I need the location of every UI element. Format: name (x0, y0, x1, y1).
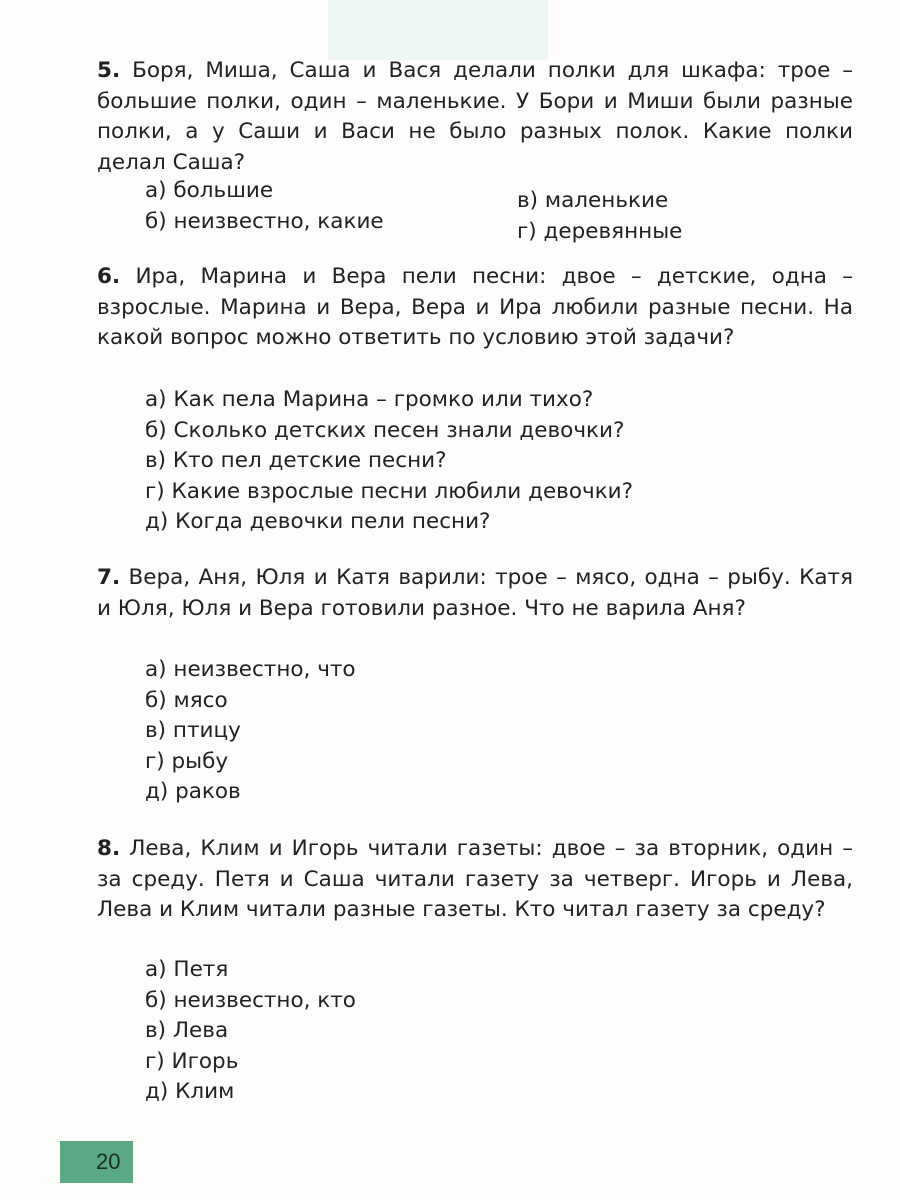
task-text: Вера, Аня, Юля и Катя варили: трое – мясо, одна – рыбу. Катя и Юля, Юля и Вера готовили разное. Что не варила Аня? (97, 565, 853, 621)
option: д) Когда девочки пели песни? (145, 509, 491, 535)
option: в) птицу (145, 718, 241, 744)
option: г) рыбу (145, 748, 229, 774)
top-tint-decoration (328, 0, 548, 60)
task-text: Лева, Клим и Игорь читали газеты: двое – за вторник, один – за среду. Петя и Саша читали газету за четверг. Игорь и Лева, Лева и Клим читали разные газеты. Кто читал газету за среду? (97, 836, 853, 922)
task-8 (97, 834, 853, 926)
task-number: 7. (97, 565, 121, 590)
option: г) деревянные (517, 218, 683, 244)
option: г) Игорь (145, 1048, 239, 1074)
task-5-options-left (145, 176, 384, 237)
option: б) Сколько детских песен знали девочки? (145, 417, 625, 443)
task-text: Боря, Миша, Саша и Вася делали полки для шкафа: трое – большие полки, один – маленькие. У Бори и Миши были разные полки, а у Саши и Васи не было разных полок. Какие полки делал Саша? (97, 58, 854, 175)
option: в) Кто пел детские песни? (145, 448, 447, 474)
task-number: 8. (97, 836, 121, 861)
task-6 (97, 262, 853, 354)
option: д) Клим (145, 1079, 235, 1105)
task-number: 5. (97, 58, 121, 83)
task-7 (97, 563, 853, 624)
option: б) неизвестно, кто (145, 987, 356, 1013)
option: д) раков (145, 779, 241, 805)
task-number: 6. (97, 264, 121, 289)
option: б) мясо (145, 687, 228, 713)
page-number: 20 (96, 1149, 121, 1174)
option: г) Какие взрослые песни любили девочки? (145, 478, 634, 504)
option: в) Лева (145, 1018, 229, 1044)
task-5-options-right (517, 186, 682, 247)
task-7-options (145, 655, 356, 808)
task-5 (97, 56, 853, 178)
option: а) Петя (145, 957, 229, 982)
option: в) маленькие (517, 188, 669, 213)
option: а) большие (145, 178, 274, 203)
task-6-options (145, 385, 633, 538)
option: а) неизвестно, что (145, 657, 356, 682)
task-8-options (145, 955, 356, 1108)
task-text: Ира, Марина и Вера пели песни: двое – детские, одна – взрослые. Марина и Вера, Вера и Ира любили разные песни. На какой вопрос можно ответить по условию этой задачи? (97, 264, 853, 350)
option: б) неизвестно, какие (145, 208, 384, 234)
option: а) Как пела Марина – громко или тихо? (145, 387, 594, 412)
